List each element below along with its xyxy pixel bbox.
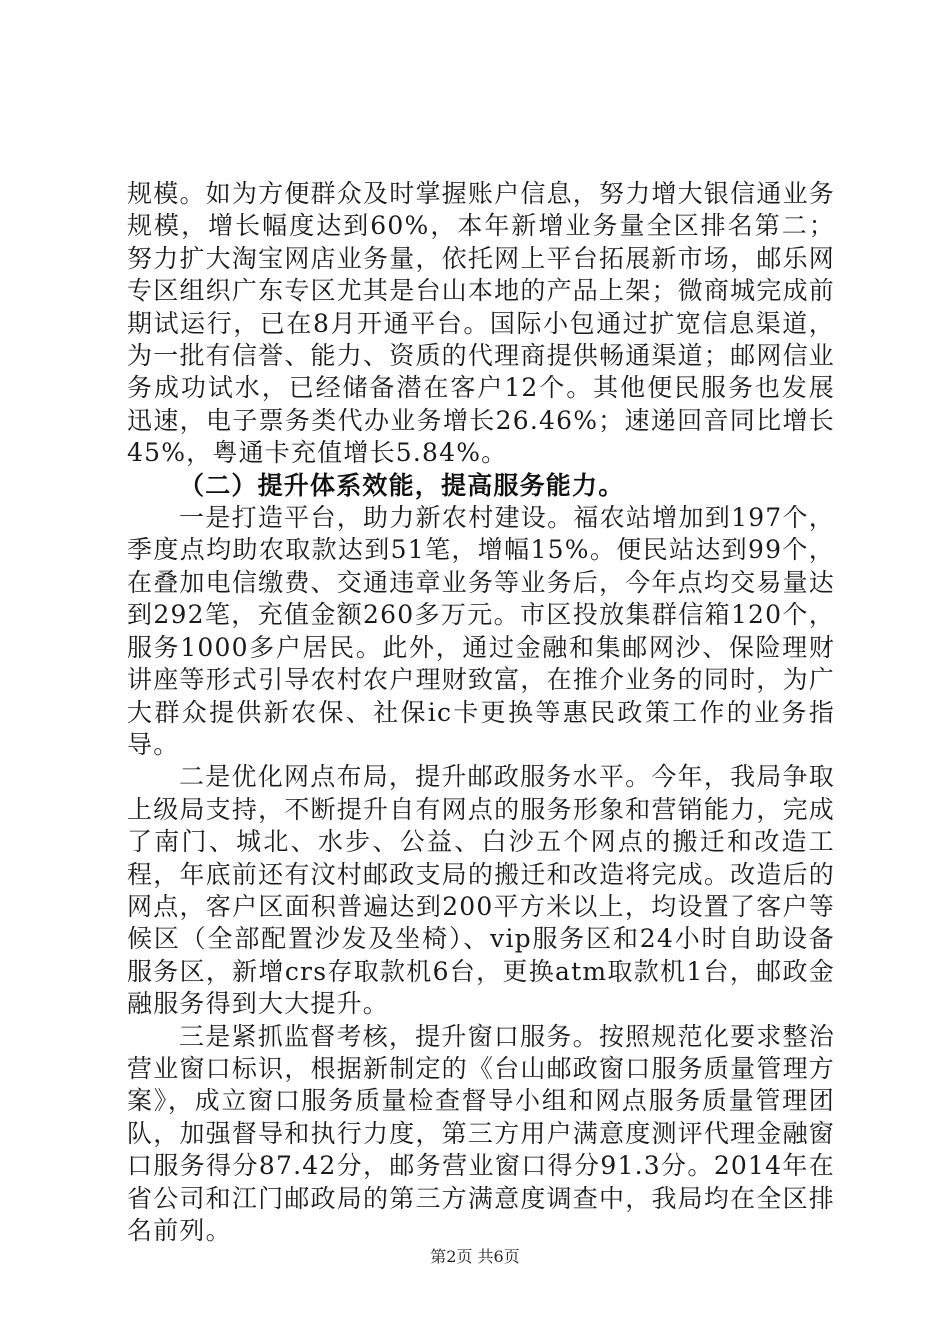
- paragraph-supervision: 三是紧抓监督考核，提升窗口服务。按照规范化要求整治营业窗口标识，根据新制定的《台山邮政窗口服务质量管理方案》，成立窗口服务质量检查督导小组和网点服务质量管理团队，加强督导和执行力度，第三方用户满意度测评代理金融窗口服务得分87.42分，邮务营业窗口得分91.3分。2014年在省公司和江门邮政局的第三方满意度调查中，我局均在全区排名前列。: [127, 1021, 835, 1245]
- paragraph-continuation: 规模。如为方便群众及时掌握账户信息，努力增大银信通业务规模，增长幅度达到60%，本年新增业务量全区排名第二；努力扩大淘宝网店业务量，依托网上平台拓展新市场，邮乐网专区组织广东专区尤其是台山本地的产品上架；微商城完成前期试运行，已在8月开通平台。国际小包通过扩宽信息渠道，为一批有信誉、能力、资质的代理商提供畅通渠道；邮网信业务成功试水，已经储备潜在客户12个。其他便民服务也发展迅速，电子票务类代办业务增长26.46%；速递回音同比增长45%，粤通卡充值增长5.84%。: [127, 179, 835, 468]
- document-body: [127, 178, 835, 1247]
- paragraph-platform: 一是打造平台，助力新农村建设。福农站增加到197个，季度点均助农取款达到51笔，增幅15%。便民站达到99个，在叠加电信缴费、交通违章业务等业务后，今年点均交易量达到292笔，充值金额260多万元。市区投放集群信箱120个，服务1000多户居民。此外，通过金融和集邮网沙、保险理财讲座等形式引导农村农户理财致富，在推介业务的同时，为广大群众提供新农保、社保ic卡更换等惠民政策工作的业务指导。: [127, 503, 835, 759]
- page-footer: 第2页 共6页: [430, 1247, 520, 1266]
- paragraph-network-layout: 二是优化网点布局，提升邮政服务水平。今年，我局争取上级局支持，不断提升自有网点的服务形象和营销能力，完成了南门、城北、水步、公益、白沙五个网点的搬迁和改造工程，年底前还有汶村邮政支局的搬迁和改造将完成。改造后的网点，客户区面积普遍达到200平方米以上，均设置了客户等候区（全部配置沙发及坐椅）、vip服务区和24小时自助设备服务区，新增crs存取款机6台，更换atm取款机1台，邮政金融服务得到大大提升。: [127, 762, 835, 1019]
- section-heading: （二）提升体系效能，提高服务能力。: [179, 470, 625, 500]
